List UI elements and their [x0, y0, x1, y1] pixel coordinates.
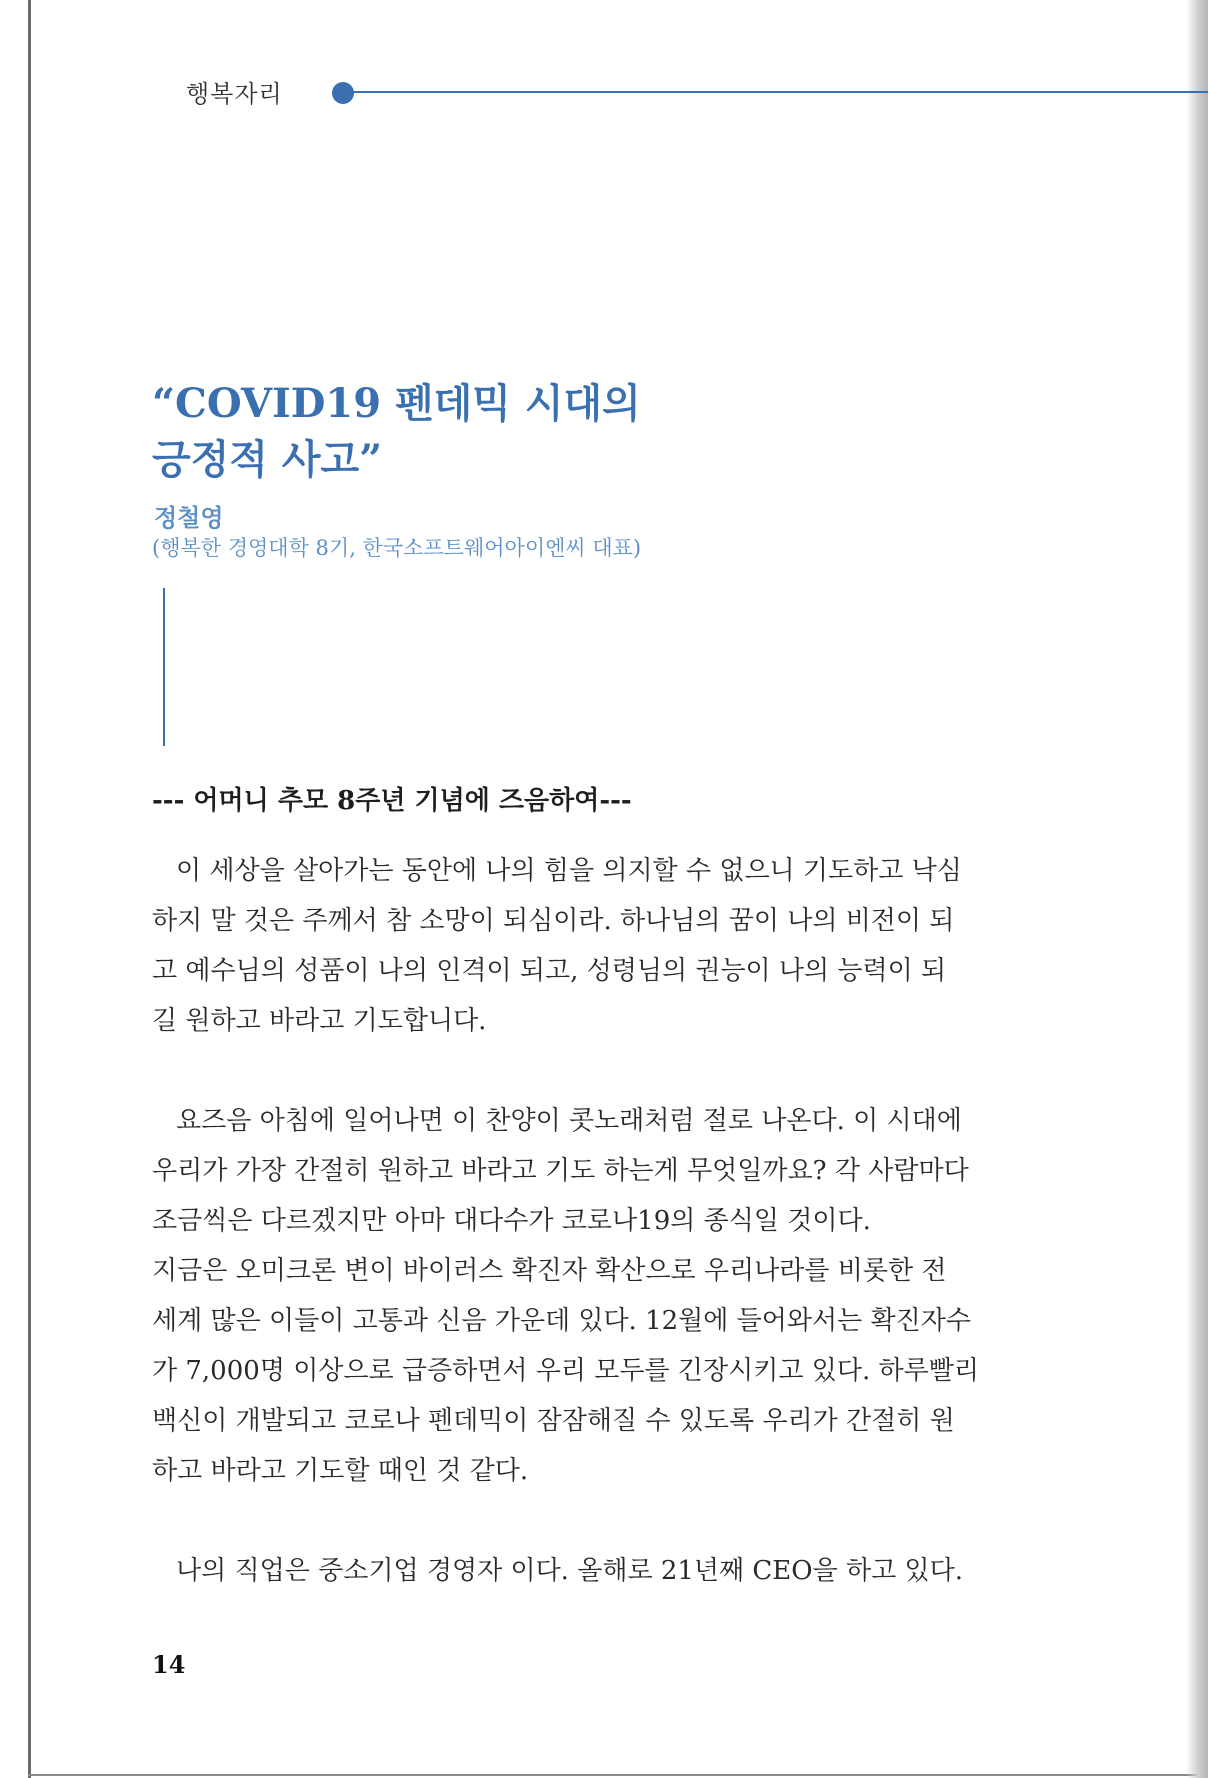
paragraph-line: 이 세상을 살아가는 동안에 나의 힘을 의지할 수 없으니 기도하고 낙심 [176, 856, 962, 886]
paragraph-line: 세계 많은 이들이 고통과 신음 가운데 있다. 12월에 들어와서는 확진자수 [152, 1306, 971, 1336]
author-affiliation: (행복한 경영대학 8기, 한국소프트웨어아이엔씨 대표) [152, 536, 642, 560]
title-line: “COVID19 펜데믹 시대의 [152, 380, 641, 427]
title-line: 긍정적 사고” [152, 436, 383, 483]
paragraph-line: 하고 바라고 기도할 때인 것 같다. [152, 1456, 529, 1486]
header-rule [350, 91, 1208, 93]
page-bottom-edge [28, 1774, 1208, 1776]
paragraph-line: 고 예수님의 성품이 나의 인격이 되고, 성령님의 권능이 나의 능력이 되 [152, 956, 947, 986]
paragraph-line: 하지 말 것은 주께서 참 소망이 되심이라. 하나님의 꿈이 나의 비전이 되 [152, 906, 955, 936]
section-subheading: --- 어머니 추모 8주년 기념에 즈음하여--- [152, 786, 632, 816]
paragraph [152, 846, 1012, 1046]
page-left-edge [28, 0, 31, 1778]
page-number: 14 [152, 1650, 186, 1679]
paragraph-line: 우리가 가장 간절히 원하고 바라고 기도 하는게 무엇일까요? 각 사람마다 [152, 1156, 969, 1186]
running-head: 행복자리 [186, 80, 283, 108]
header-dot-ornament [332, 82, 354, 104]
paragraph-line: 가 7,000명 이상으로 급증하면서 우리 모두를 긴장시키고 있다. 하루빨리 [152, 1356, 979, 1386]
paragraph-line: 조금씩은 다르겠지만 아마 대다수가 코로나19의 종식일 것이다. [152, 1206, 871, 1236]
paragraph [152, 1546, 1012, 1596]
paragraph-line: 요즈음 아침에 일어나면 이 찬양이 콧노래처럼 절로 나온다. 이 시대에 [176, 1106, 962, 1136]
decorative-vertical-rule [163, 588, 165, 746]
page-gutter-shadow [1186, 0, 1208, 1778]
paragraph [152, 1096, 1012, 1496]
paragraph-line: 길 원하고 바라고 기도합니다. [152, 1006, 487, 1036]
paragraph-line: 지금은 오미크론 변이 바이러스 확진자 확산으로 우리나라를 비롯한 전 [152, 1256, 947, 1286]
article-title [152, 376, 641, 488]
author-name: 정철영 [154, 503, 224, 532]
paragraph-line: 나의 직업은 중소기업 경영자 이다. 올해로 21년째 CEO을 하고 있다. [176, 1556, 963, 1586]
paragraph-line: 백신이 개발되고 코로나 펜데믹이 잠잠해질 수 있도록 우리가 간절히 원 [152, 1406, 955, 1436]
